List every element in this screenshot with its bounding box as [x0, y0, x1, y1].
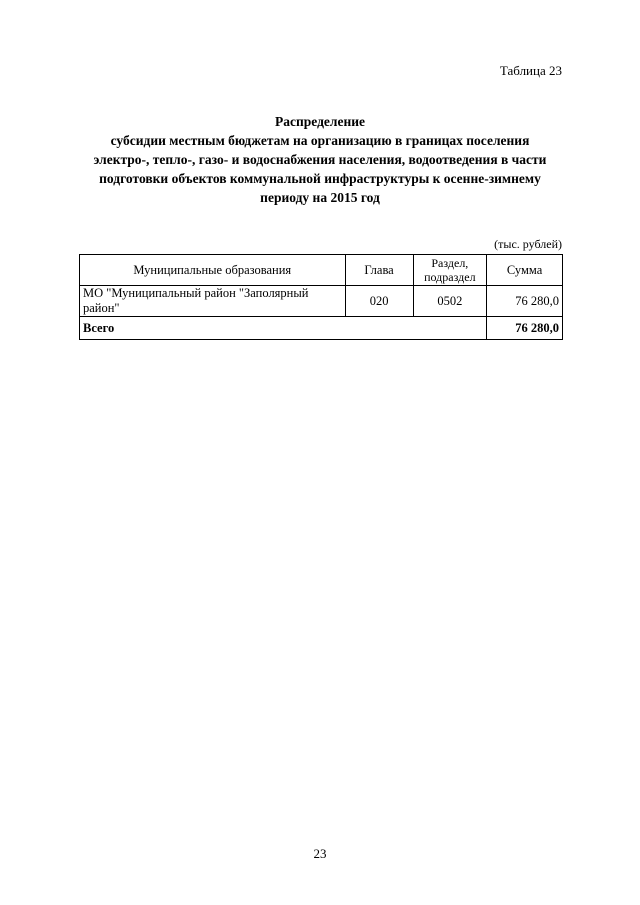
- total-row: [80, 317, 563, 340]
- cell-section: 0502: [413, 286, 487, 317]
- title-line: Распределение: [274, 114, 366, 129]
- title-line: электро-, тепло-, газо- и водоснабжения населения, водоотведения в части: [93, 152, 547, 167]
- cell-chapter: 020: [345, 286, 413, 317]
- table-row: [80, 286, 563, 317]
- table-number: Таблица 23: [499, 63, 562, 78]
- header-section-line2: подраздел: [424, 270, 476, 284]
- header-municipalities: Муниципальные образования: [80, 255, 346, 286]
- distribution-table: [79, 254, 563, 340]
- title-line: субсидии местным бюджетам на организацию в границах поселения: [110, 133, 530, 148]
- document-title: [60, 112, 580, 207]
- header-sum: Сумма: [487, 255, 563, 286]
- cell-municipality: МО "Муниципальный район "Заполярный район": [80, 286, 346, 317]
- title-line: периоду на 2015 год: [260, 190, 380, 205]
- total-sum: 76 280,0: [487, 317, 563, 340]
- header-section: [413, 255, 487, 286]
- total-label: Всего: [80, 317, 487, 340]
- title-line: подготовки объектов коммунальной инфраструктуры к осенне-зимнему: [99, 171, 541, 186]
- page-number: 23: [313, 846, 327, 861]
- table-header-row: [80, 255, 563, 286]
- cell-sum: 76 280,0: [487, 286, 563, 317]
- units-note: (тыс. рублей): [494, 237, 562, 251]
- header-section-line1: Раздел,: [431, 256, 469, 270]
- header-chapter: Глава: [345, 255, 413, 286]
